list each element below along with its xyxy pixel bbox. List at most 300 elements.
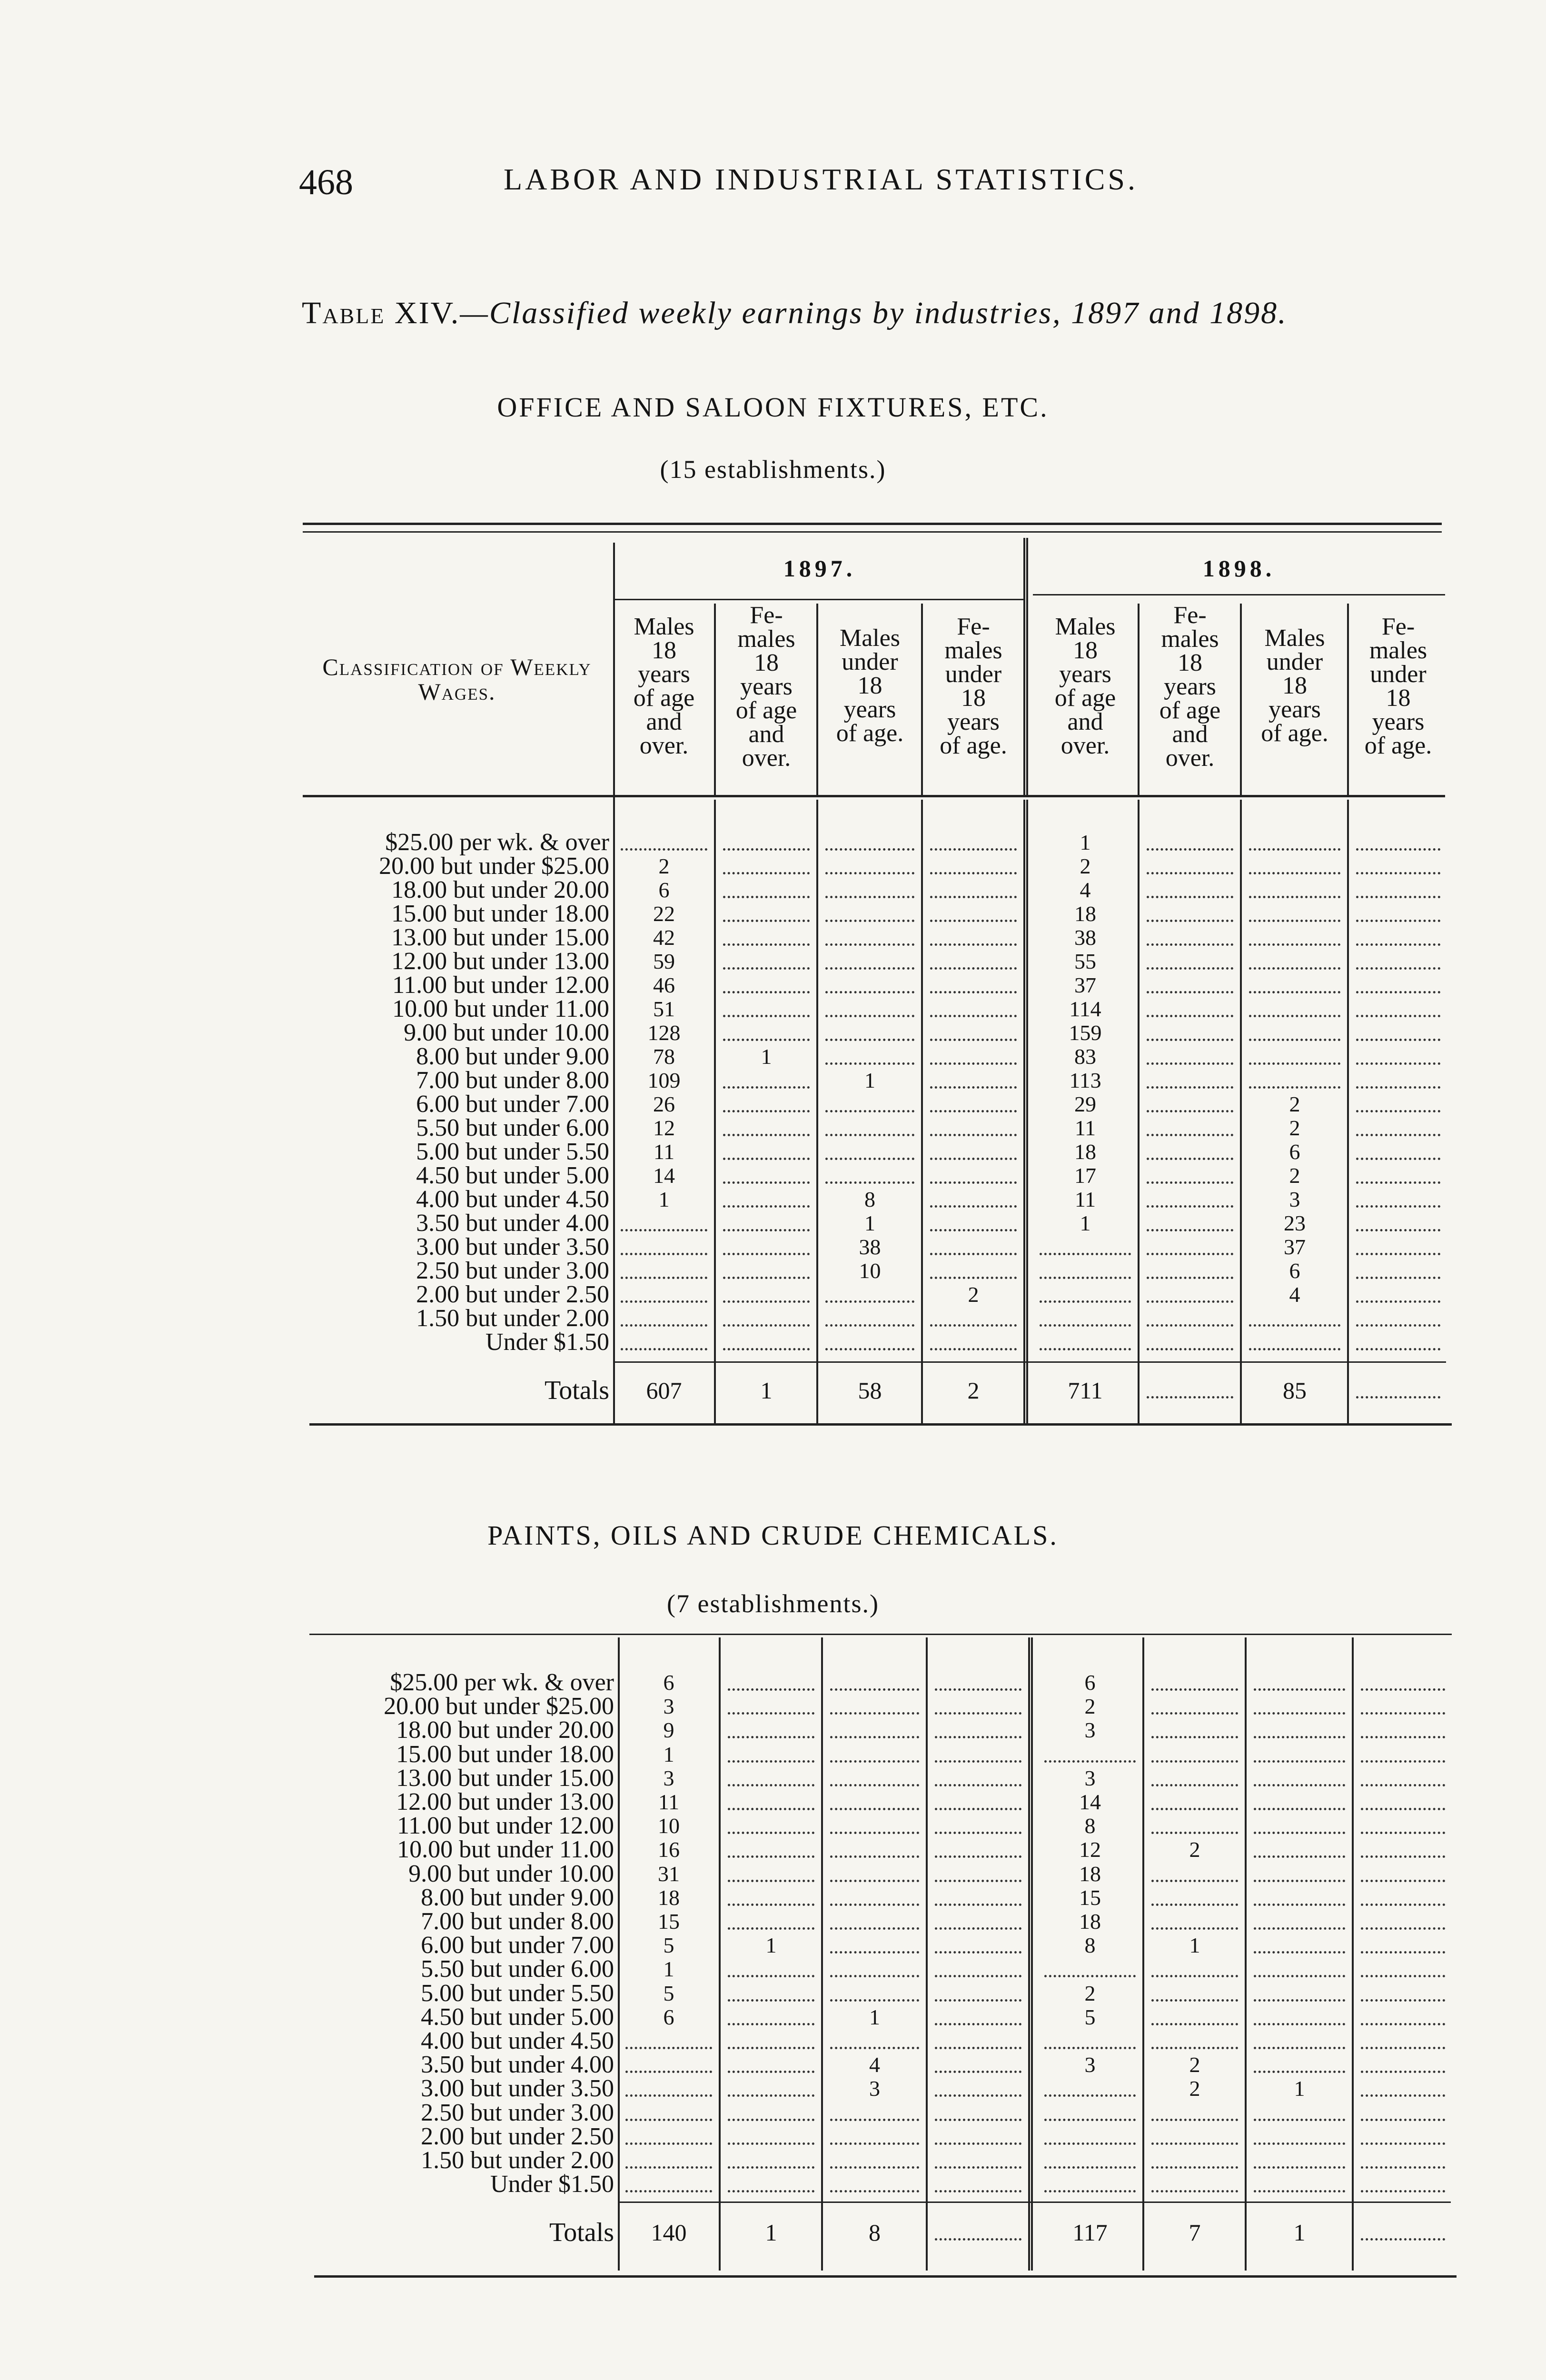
- value-cell: 5: [663, 1933, 674, 1957]
- value-cell: [1354, 1838, 1452, 1862]
- value-cell: [823, 1862, 926, 1886]
- value-cell: [1140, 854, 1240, 878]
- value-cell: [716, 1211, 816, 1235]
- header-line: Males: [1264, 625, 1325, 652]
- value-cell: [721, 2053, 821, 2077]
- value-cell: [721, 1695, 821, 1718]
- 1897-males-18-over-header: [614, 615, 714, 758]
- value-cell: [1247, 2029, 1352, 2053]
- header-line: males: [737, 625, 795, 653]
- value-cell: [716, 950, 816, 973]
- value-cell: [1354, 1695, 1452, 1718]
- value-cell: 2: [1084, 1694, 1096, 1718]
- header-column-rule: [1023, 538, 1025, 795]
- value-cell: [823, 1934, 926, 1957]
- value-cell: [1145, 2172, 1245, 2196]
- value-cell: [1145, 1695, 1245, 1718]
- value-cell: [928, 1766, 1028, 1790]
- wage-class-label: 5.00 but under 5.50: [416, 1138, 609, 1165]
- value-cell: 2: [1289, 1116, 1300, 1140]
- value-cell: 3: [1084, 1766, 1096, 1790]
- table-row: [0, 2149, 1546, 2172]
- value-cell: 2: [1189, 1837, 1200, 1862]
- wage-class-label: 3.00 but under 3.50: [416, 1233, 609, 1260]
- header-line: of age.: [836, 720, 904, 747]
- value-cell: [619, 2125, 719, 2149]
- value-cell: 607: [646, 1377, 682, 1404]
- wage-class-label: 12.00 but under 13.00: [391, 948, 609, 975]
- value-cell: [928, 1957, 1028, 1981]
- value-cell: [1354, 2053, 1452, 2077]
- value-cell: [928, 1718, 1028, 1742]
- page-number: 468: [299, 162, 353, 202]
- value-cell: [1349, 1069, 1447, 1092]
- value-cell: [1145, 1886, 1245, 1910]
- header-column-rule: [921, 604, 923, 795]
- wage-class-label: 1.50 but under 2.00: [421, 2147, 614, 2174]
- value-cell: [1349, 854, 1447, 878]
- value-cell: [1247, 2125, 1352, 2149]
- value-cell: [1145, 2029, 1245, 2053]
- value-cell: [1033, 1307, 1138, 1330]
- value-cell: 3: [1289, 1187, 1300, 1211]
- value-cell: 3: [663, 1694, 674, 1718]
- value-cell: [1247, 1718, 1352, 1742]
- value-cell: [1242, 997, 1347, 1021]
- wage-class-label: 18.00 but under 20.00: [396, 1716, 614, 1744]
- value-cell: 4: [869, 2053, 880, 2077]
- value-cell: 8: [1084, 1814, 1096, 1838]
- value-cell: [923, 1021, 1023, 1045]
- table-row: [0, 973, 1546, 997]
- wage-class-label: 3.00 but under 3.50: [421, 2075, 614, 2102]
- value-cell: [819, 1045, 921, 1069]
- value-cell: [619, 2053, 719, 2077]
- year-1898: 1898.: [1202, 555, 1276, 582]
- table-row: [0, 1116, 1546, 1140]
- value-cell: [721, 1886, 821, 1910]
- value-cell: 1: [869, 2005, 880, 2029]
- value-cell: [1354, 1790, 1452, 1814]
- header-line: under: [842, 648, 898, 675]
- value-cell: [823, 2029, 926, 2053]
- value-cell: [1242, 973, 1347, 997]
- value-cell: 37: [1284, 1235, 1306, 1259]
- header-line: under: [1266, 648, 1323, 675]
- value-cell: [1354, 2077, 1452, 2101]
- wage-class-label: 7.00 but under 8.00: [421, 1908, 614, 1935]
- value-cell: [1247, 1934, 1352, 1957]
- value-cell: [1354, 2101, 1452, 2125]
- value-cell: [928, 1695, 1028, 1718]
- value-cell: [1140, 926, 1240, 950]
- value-cell: 15: [658, 1909, 680, 1934]
- value-cell: [819, 997, 921, 1021]
- value-cell: [1140, 1140, 1240, 1164]
- value-cell: 8: [864, 1187, 875, 1211]
- value-cell: 51: [653, 997, 675, 1021]
- value-cell: [721, 2077, 821, 2101]
- table-row: [0, 2101, 1546, 2125]
- value-cell: [1349, 1211, 1447, 1235]
- value-cell: [1247, 1910, 1352, 1934]
- 1897-females-18-over-header: [716, 604, 816, 770]
- table-row: [0, 902, 1546, 926]
- value-cell: [1354, 2172, 1452, 2196]
- header-line: of age.: [940, 732, 1007, 759]
- value-cell: [923, 854, 1023, 878]
- table-row: [0, 1164, 1546, 1188]
- value-cell: [1140, 1164, 1240, 1188]
- table-row: [0, 1743, 1546, 1766]
- value-cell: [1354, 2005, 1452, 2029]
- value-cell: [923, 1259, 1023, 1283]
- value-cell: [614, 1235, 714, 1259]
- value-cell: [819, 1164, 921, 1188]
- table-row: [0, 2053, 1546, 2077]
- value-cell: [619, 2172, 719, 2196]
- value-cell: [823, 1718, 926, 1742]
- value-cell: [1145, 1982, 1245, 2005]
- value-cell: [1038, 1743, 1142, 1766]
- value-cell: [614, 1307, 714, 1330]
- wage-class-label: 4.50 but under 5.00: [421, 2003, 614, 2031]
- header-line: of age.: [1364, 732, 1432, 759]
- table-row: [0, 1211, 1546, 1235]
- value-cell: [1247, 1886, 1352, 1910]
- wage-class-label: 3.50 but under 4.00: [416, 1210, 609, 1237]
- table-row: [0, 1982, 1546, 2005]
- value-cell: [1247, 2005, 1352, 2029]
- section2-top-rule: [309, 1634, 1452, 1635]
- value-cell: [1145, 1718, 1245, 1742]
- wage-class-label: 2.00 but under 2.50: [416, 1281, 609, 1308]
- value-cell: 2: [658, 854, 670, 878]
- value-cell: [1247, 1671, 1352, 1695]
- value-cell: 1: [1293, 2219, 1306, 2246]
- header-line: Males: [634, 613, 694, 640]
- value-cell: [721, 1910, 821, 1934]
- value-cell: 58: [858, 1377, 882, 1404]
- header-line: years: [1059, 661, 1111, 688]
- value-cell: 9: [663, 1718, 674, 1742]
- value-cell: [1247, 2149, 1352, 2172]
- value-cell: [614, 1259, 714, 1283]
- value-cell: 3: [1084, 2053, 1096, 2077]
- value-cell: [928, 1910, 1028, 1934]
- value-cell: [1140, 997, 1240, 1021]
- value-cell: [1140, 1021, 1240, 1045]
- header-line: years: [947, 708, 1000, 735]
- value-cell: [1145, 1671, 1245, 1695]
- 1897-females-under-18-header: [923, 615, 1023, 758]
- value-cell: [823, 1814, 926, 1838]
- header-line: males: [1161, 625, 1219, 653]
- wage-class-label: 5.50 but under 6.00: [416, 1114, 609, 1141]
- value-cell: [1247, 2053, 1352, 2077]
- value-cell: 6: [1289, 1140, 1300, 1164]
- header-line: under: [1370, 661, 1427, 688]
- value-cell: [928, 1982, 1028, 2005]
- value-cell: 1: [658, 1187, 670, 1211]
- value-cell: 1: [1080, 1211, 1091, 1235]
- value-cell: [1247, 1982, 1352, 2005]
- header-line: males: [944, 637, 1002, 664]
- section-title: OFFICE AND SALOON FIXTURES, ETC.: [497, 392, 1049, 423]
- value-cell: [1242, 902, 1347, 926]
- header-column-rule: [1347, 604, 1349, 795]
- value-cell: 18: [1074, 902, 1096, 926]
- value-cell: [1140, 1259, 1240, 1283]
- value-cell: 8: [869, 2219, 881, 2246]
- value-cell: [928, 2077, 1028, 2101]
- value-cell: [923, 1140, 1023, 1164]
- value-cell: [928, 2029, 1028, 2053]
- header-line: 18: [1073, 637, 1098, 664]
- header-line: of age: [735, 697, 797, 724]
- value-cell: 83: [1074, 1044, 1096, 1069]
- value-cell: [716, 1069, 816, 1092]
- value-cell: 1: [765, 1933, 777, 1957]
- value-cell: 18: [658, 1885, 680, 1910]
- value-cell: [716, 926, 816, 950]
- value-cell: [928, 2005, 1028, 2029]
- 1898-females-under-18-header: [1349, 615, 1447, 758]
- header-column-rule: [613, 543, 615, 800]
- value-cell: 159: [1069, 1021, 1102, 1045]
- value-cell: [1349, 1378, 1447, 1402]
- header-column-rule: [1026, 538, 1028, 795]
- totals-row: [0, 1376, 1546, 1405]
- value-cell: 59: [653, 949, 675, 973]
- value-cell: [1354, 1862, 1452, 1886]
- header-line: Males: [1055, 613, 1116, 640]
- value-cell: 14: [1079, 1790, 1101, 1814]
- value-cell: 26: [653, 1092, 675, 1116]
- value-cell: [1354, 1957, 1452, 1981]
- value-cell: 12: [1079, 1837, 1101, 1862]
- header-line: over.: [1060, 732, 1110, 759]
- wage-class-label: 3.50 but under 4.00: [421, 2051, 614, 2078]
- value-cell: 85: [1283, 1377, 1307, 1404]
- wage-class-label: 15.00 but under 18.00: [391, 900, 609, 927]
- value-cell: [823, 1671, 926, 1695]
- table-title: —Classified weekly earnings by industries, 1897 and 1898.: [460, 296, 1288, 330]
- table-row: [0, 1188, 1546, 1211]
- value-cell: [716, 1140, 816, 1164]
- value-cell: [923, 1307, 1023, 1330]
- value-cell: [1354, 1934, 1452, 1957]
- value-cell: [1349, 1116, 1447, 1140]
- value-cell: [1145, 1957, 1245, 1981]
- wage-class-label: 15.00 but under 18.00: [396, 1741, 614, 1768]
- value-cell: 22: [653, 902, 675, 926]
- value-cell: 2: [1289, 1092, 1300, 1116]
- value-cell: [721, 1790, 821, 1814]
- value-cell: [823, 1886, 926, 1910]
- value-cell: [1145, 2149, 1245, 2172]
- value-cell: [928, 2149, 1028, 2172]
- table-row: [0, 1957, 1546, 1981]
- value-cell: 78: [653, 1044, 675, 1069]
- value-cell: [1140, 1330, 1240, 1354]
- value-cell: [1140, 1283, 1240, 1307]
- table-row: [0, 1283, 1546, 1307]
- wage-class-label: 4.00 but under 4.50: [421, 2027, 614, 2054]
- value-cell: [1145, 1910, 1245, 1934]
- value-cell: 18: [1079, 1909, 1101, 1934]
- value-cell: [1354, 1982, 1452, 2005]
- value-cell: [928, 1790, 1028, 1814]
- value-cell: 6: [658, 878, 670, 902]
- value-cell: [1247, 1743, 1352, 1766]
- wage-class-label: 4.50 but under 5.00: [416, 1162, 609, 1189]
- value-cell: [1140, 1045, 1240, 1069]
- value-cell: [716, 854, 816, 878]
- value-cell: [1242, 1069, 1347, 1092]
- wage-class-label: 6.00 but under 7.00: [421, 1932, 614, 1959]
- value-cell: [819, 1116, 921, 1140]
- value-cell: [1349, 1045, 1447, 1069]
- value-cell: [721, 2172, 821, 2196]
- value-cell: [716, 1307, 816, 1330]
- value-cell: 18: [1074, 1140, 1096, 1164]
- value-cell: [923, 1164, 1023, 1188]
- value-cell: [619, 2077, 719, 2101]
- value-cell: [819, 1330, 921, 1354]
- value-cell: [721, 1957, 821, 1981]
- value-cell: 2: [968, 1282, 979, 1307]
- value-cell: 16: [658, 1837, 680, 1862]
- value-cell: [1349, 902, 1447, 926]
- value-cell: [928, 1743, 1028, 1766]
- wage-class-label: 9.00 but under 10.00: [404, 1019, 609, 1046]
- value-cell: [1140, 973, 1240, 997]
- header-line: males: [1369, 637, 1427, 664]
- value-cell: 46: [653, 973, 675, 997]
- wage-class-label: 18.00 but under 20.00: [391, 876, 609, 903]
- header-line: and: [748, 721, 784, 748]
- value-cell: [619, 2149, 719, 2172]
- table-row: [0, 2029, 1546, 2053]
- value-cell: 18: [1079, 1862, 1101, 1886]
- header-line: of age: [1159, 697, 1221, 724]
- header-line: Fe-: [750, 602, 783, 629]
- value-cell: [1145, 1862, 1245, 1886]
- value-cell: [716, 997, 816, 1021]
- header-line: years: [1372, 708, 1425, 735]
- value-cell: [1349, 1021, 1447, 1045]
- value-cell: [923, 1045, 1023, 1069]
- value-cell: [1033, 1330, 1138, 1354]
- value-cell: [716, 973, 816, 997]
- table-row: [0, 1259, 1546, 1283]
- value-cell: [928, 1838, 1028, 1862]
- header-line: of age.: [1261, 720, 1328, 747]
- value-cell: [1038, 2149, 1142, 2172]
- value-cell: 4: [1289, 1282, 1300, 1307]
- table-row: [0, 1695, 1546, 1718]
- value-cell: [1247, 1838, 1352, 1862]
- table-row: [0, 1021, 1546, 1045]
- value-cell: 1: [765, 2219, 777, 2246]
- value-cell: 4: [1080, 878, 1091, 902]
- value-cell: [1349, 950, 1447, 973]
- value-cell: [1038, 2029, 1142, 2053]
- value-cell: [823, 1790, 926, 1814]
- value-cell: 8: [1084, 1933, 1096, 1957]
- value-cell: [1242, 854, 1347, 878]
- header-line: years: [843, 696, 896, 723]
- header-line: years: [1269, 696, 1321, 723]
- header-line: Males: [839, 625, 901, 652]
- table-row: [0, 1140, 1546, 1164]
- value-cell: [1038, 2077, 1142, 2101]
- value-cell: [1140, 1235, 1240, 1259]
- value-cell: [1247, 1957, 1352, 1981]
- value-cell: 7: [1189, 2219, 1201, 2246]
- value-cell: [1354, 2029, 1452, 2053]
- value-cell: [1247, 1862, 1352, 1886]
- value-cell: 29: [1074, 1092, 1096, 1116]
- value-cell: 128: [647, 1021, 681, 1045]
- value-cell: [1033, 1235, 1138, 1259]
- value-cell: [614, 1283, 714, 1307]
- wage-class-label: Under $1.50: [490, 2171, 614, 2198]
- header-line: 18: [961, 684, 986, 712]
- value-cell: [923, 1188, 1023, 1211]
- value-cell: [1145, 1790, 1245, 1814]
- value-cell: [1140, 1378, 1240, 1402]
- header-line: and: [1172, 721, 1208, 748]
- wage-class-label: 13.00 but under 15.00: [396, 1765, 614, 1792]
- value-cell: 2: [1189, 2053, 1200, 2077]
- wage-class-label: Totals: [549, 2218, 614, 2247]
- table-row: [0, 950, 1546, 973]
- header-line: 18: [652, 637, 676, 664]
- value-cell: 1: [1080, 830, 1091, 854]
- value-cell: [721, 2005, 821, 2029]
- table-row: [0, 1766, 1546, 1790]
- value-cell: 31: [658, 1862, 680, 1886]
- value-cell: [819, 854, 921, 878]
- value-cell: 1: [1189, 1933, 1200, 1957]
- value-cell: 6: [1084, 1670, 1096, 1695]
- value-cell: [823, 2172, 926, 2196]
- value-cell: [1033, 1259, 1138, 1283]
- value-cell: 711: [1068, 1377, 1103, 1404]
- value-cell: [716, 1283, 816, 1307]
- wage-class-label: 1.50 but under 2.00: [416, 1305, 609, 1332]
- value-cell: [819, 1307, 921, 1330]
- value-cell: [823, 1743, 926, 1766]
- value-cell: [721, 1718, 821, 1742]
- wage-class-label: 4.00 but under 4.50: [416, 1186, 609, 1213]
- value-cell: 12: [653, 1116, 675, 1140]
- value-cell: 1: [864, 1211, 875, 1235]
- wage-class-label: 12.00 but under 13.00: [396, 1788, 614, 1815]
- value-cell: [619, 2101, 719, 2125]
- value-cell: 2: [1189, 2076, 1200, 2101]
- value-cell: [923, 1211, 1023, 1235]
- value-cell: [823, 1766, 926, 1790]
- header-line: and: [646, 708, 682, 735]
- section2-bottom-rule: [314, 2275, 1457, 2278]
- value-cell: [1033, 1283, 1138, 1307]
- value-cell: 109: [647, 1068, 681, 1092]
- table-row: [0, 1862, 1546, 1886]
- value-cell: 37: [1074, 973, 1096, 997]
